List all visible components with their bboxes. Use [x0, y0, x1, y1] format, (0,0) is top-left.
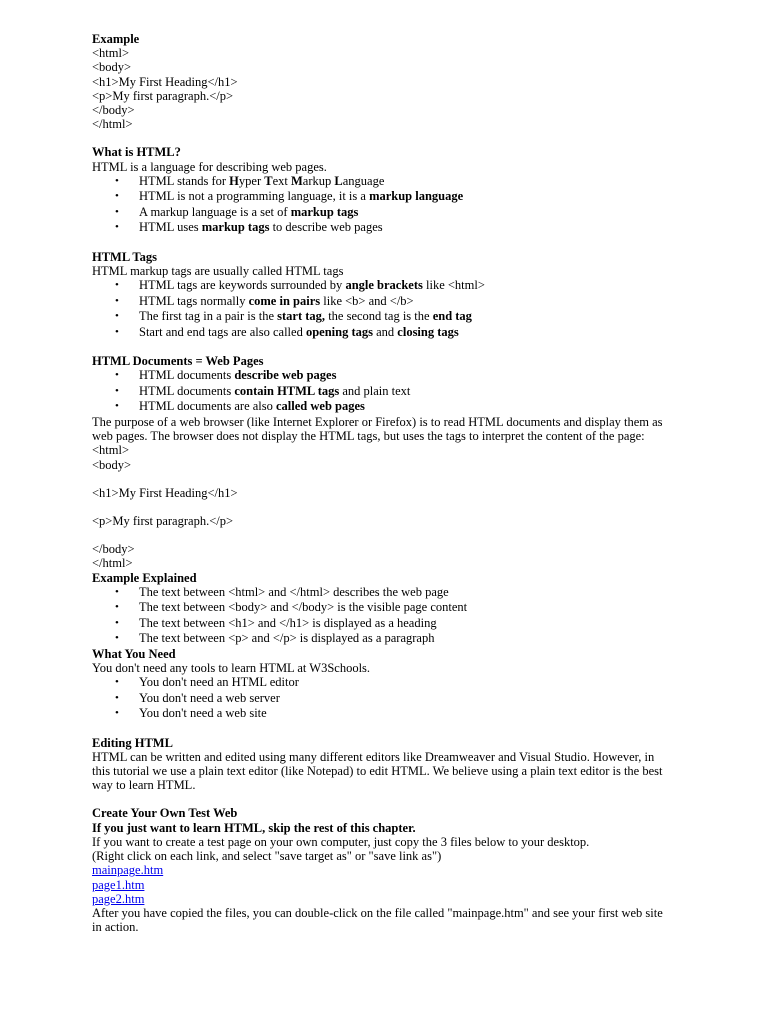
list-item: • You don't need a web site [115, 706, 267, 721]
bullet-icon: • [115, 384, 119, 397]
test-web-heading: Create Your Own Test Web [92, 806, 238, 821]
what-is-html-heading: What is HTML? [92, 145, 181, 160]
what-you-need-list [92, 675, 708, 722]
html-documents-heading: HTML Documents = Web Pages [92, 354, 264, 369]
list-item: • The text between <p> and </p> is displayed as a paragraph [115, 631, 435, 646]
bullet-icon: • [115, 601, 119, 614]
example-heading: Example [92, 32, 140, 46]
bullet-icon: • [115, 205, 119, 218]
code-line: <h1>My First Heading</h1> [92, 485, 238, 500]
bullet-icon: • [115, 310, 119, 323]
list-item: • HTML uses markup tags to describe web pages [115, 220, 383, 235]
list-item: • Start and end tags are also called opening tags and closing tags [115, 324, 459, 339]
editing-html-paragraph: HTML can be written and edited using many different editors like Dreamweaver and Visual Studio. However, in this tutorial we use a plain text editor (like Notepad) to edit HTML. We believe using a plain text editor is the best way to learn HTML. [92, 749, 663, 793]
code-line: </html> [92, 556, 133, 571]
html-tags-list [92, 278, 708, 340]
list-item: • The first tag in a pair is the start tag, the second tag is the end tag [115, 309, 472, 324]
code-line: <body> [92, 60, 132, 75]
what-you-need-intro: You don't need any tools to learn HTML at W3Schools. [92, 660, 371, 675]
bullet-icon: • [115, 691, 119, 704]
bullet-icon: • [115, 279, 119, 292]
test-web-line1: If you want to create a test page on your own computer, just copy the 3 files below to your desktop. [92, 834, 590, 849]
list-item: • A markup language is a set of markup tags [115, 204, 359, 219]
bullet-icon: • [115, 707, 119, 720]
list-item: • HTML documents are also called web pages [115, 399, 365, 414]
code-line: <html> [92, 46, 130, 61]
what-you-need-heading: What You Need [92, 646, 176, 661]
what-is-html-intro: HTML is a language for describing web pages. [92, 159, 327, 174]
example-explained-list [92, 585, 708, 647]
list-item: • You don't need a web server [115, 690, 280, 705]
list-item: • The text between <body> and </body> is the visible page content [115, 600, 468, 615]
list-item: • You don't need an HTML editor [115, 675, 299, 690]
code-line: </body> [92, 542, 135, 557]
example-explained-heading: Example Explained [92, 570, 197, 585]
html-tags-heading: HTML Tags [92, 249, 157, 264]
html-documents-list [92, 368, 708, 415]
html-tags-intro: HTML markup tags are usually called HTML tags [92, 264, 344, 279]
test-web-closing: After you have copied the files, you can double-click on the file called "mainpage.htm" and see your first web site in action. [92, 905, 663, 935]
code-line: <p>My first paragraph.</p> [92, 513, 234, 528]
list-item: • HTML tags are keywords surrounded by angle brackets like <html> [115, 278, 485, 293]
bullet-icon: • [115, 294, 119, 307]
list-item: • HTML documents contain HTML tags and plain text [115, 383, 411, 398]
page1-link[interactable]: page1.htm [92, 877, 145, 892]
list-item: • HTML is not a programming language, it is a markup language [115, 189, 464, 204]
bullet-icon: • [115, 676, 119, 689]
page2-link[interactable]: page2.htm [92, 891, 145, 906]
code-line: </body> [92, 103, 135, 118]
bullet-icon: • [115, 221, 119, 234]
bullet-icon: • [115, 632, 119, 645]
bullet-icon: • [115, 325, 119, 338]
list-item: • The text between <html> and </html> describes the web page [115, 584, 449, 599]
list-item: • HTML documents describe web pages [115, 368, 337, 383]
list-item: • HTML tags normally come in pairs like <b> and </b> [115, 293, 414, 308]
test-web-subheading: If you just want to learn HTML, skip the rest of this chapter. [92, 820, 416, 835]
list-item: • HTML stands for Hyper Text Markup Language [115, 173, 385, 188]
code-line: <p>My first paragraph.</p> [92, 88, 234, 103]
bullet-icon: • [115, 369, 119, 382]
code-line: <h1>My First Heading</h1> [92, 74, 238, 89]
editing-html-heading: Editing HTML [92, 735, 173, 750]
browser-paragraph: The purpose of a web browser (like Internet Explorer or Firefox) is to read HTML documents and display them as web pages. The browser does not display the HTML tags, but uses the tags to interpret the content of the page: [92, 414, 663, 444]
list-item: • The text between <h1> and </h1> is displayed as a heading [115, 615, 437, 630]
code-line: <html> [92, 443, 130, 458]
bullet-icon: • [115, 174, 119, 187]
code-line: </html> [92, 117, 133, 132]
code-line: <body> [92, 457, 132, 472]
bullet-icon: • [115, 616, 119, 629]
what-is-html-list [92, 174, 708, 236]
bullet-icon: • [115, 400, 119, 413]
test-web-line2: (Right click on each link, and select "save target as" or "save link as") [92, 849, 442, 864]
bullet-icon: • [115, 585, 119, 598]
bullet-icon: • [115, 190, 119, 203]
mainpage-link[interactable]: mainpage.htm [92, 863, 164, 878]
